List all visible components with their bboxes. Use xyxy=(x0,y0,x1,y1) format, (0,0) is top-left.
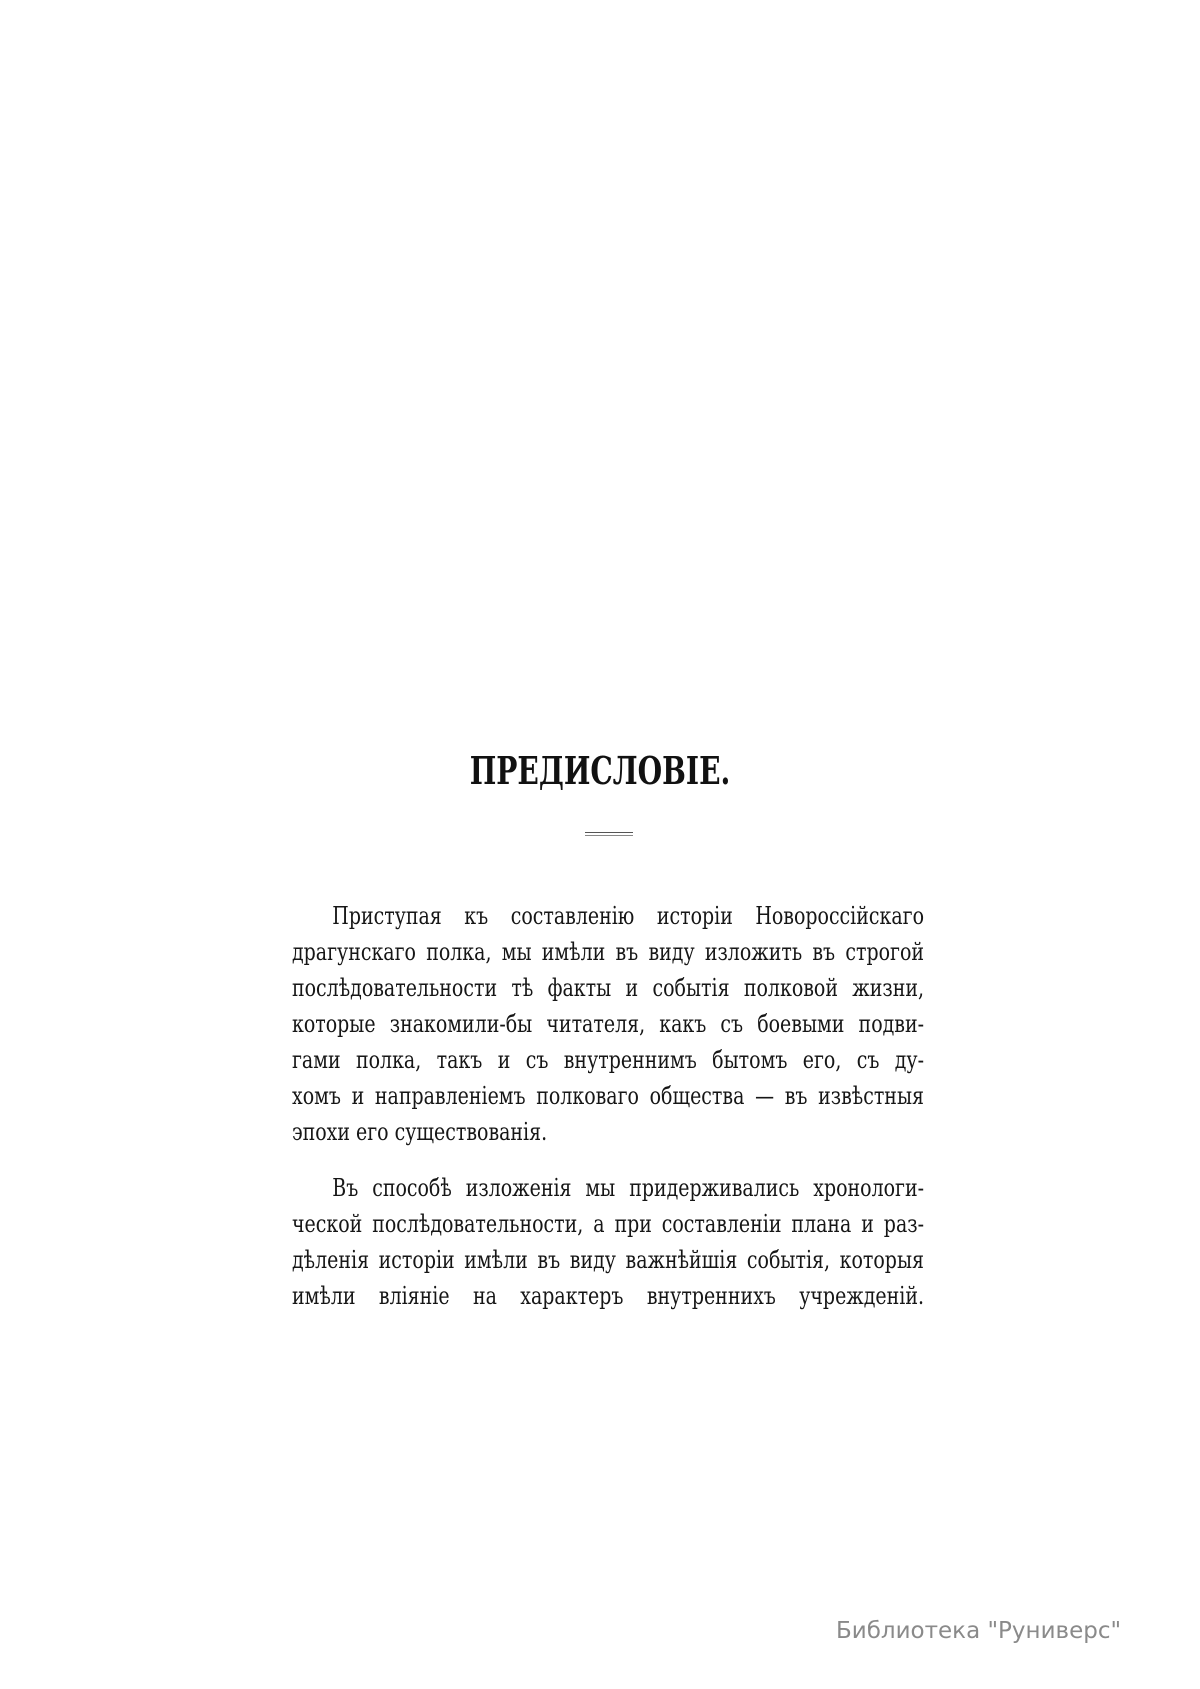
text-line: хомъ и направленіемъ полковаго общества — въ извѣстныя xyxy=(292,1082,924,1110)
text-line: Въ способѣ изложенія мы придерживались хронологи- xyxy=(332,1174,924,1202)
text-line: гами полка, такъ и съ внутреннимъ бытомъ его, съ ду- xyxy=(292,1046,924,1074)
text-line: послѣдовательности тѣ факты и событія полковой жизни, xyxy=(292,974,924,1002)
text-line: которые знакомили-бы читателя, какъ съ боевыми подви- xyxy=(292,1010,924,1038)
text-line: эпохи его существованія. xyxy=(292,1118,548,1146)
text-line: драгунскаго полка, мы имѣли въ виду изложить въ строгой xyxy=(292,938,924,966)
text-line: ческой послѣдовательности, а при составленіи плана и раз- xyxy=(292,1210,924,1238)
paragraph-1 xyxy=(292,898,924,1150)
preface-body xyxy=(292,898,924,1334)
text-line: дѣленія исторіи имѣли въ виду важнѣйшія событія, которыя xyxy=(292,1246,924,1274)
page-title: ПРЕДИСЛОВІЕ. xyxy=(469,748,731,793)
text-line: Приступая къ составленію исторіи Новороссійскаго xyxy=(332,902,924,930)
paragraph-2 xyxy=(292,1170,924,1314)
title-divider xyxy=(585,832,633,836)
library-watermark: Библиотека "Руниверс" xyxy=(836,1618,1122,1644)
text-line: имѣли вліяніе на характеръ внутреннихъ учрежденій. xyxy=(292,1282,924,1310)
